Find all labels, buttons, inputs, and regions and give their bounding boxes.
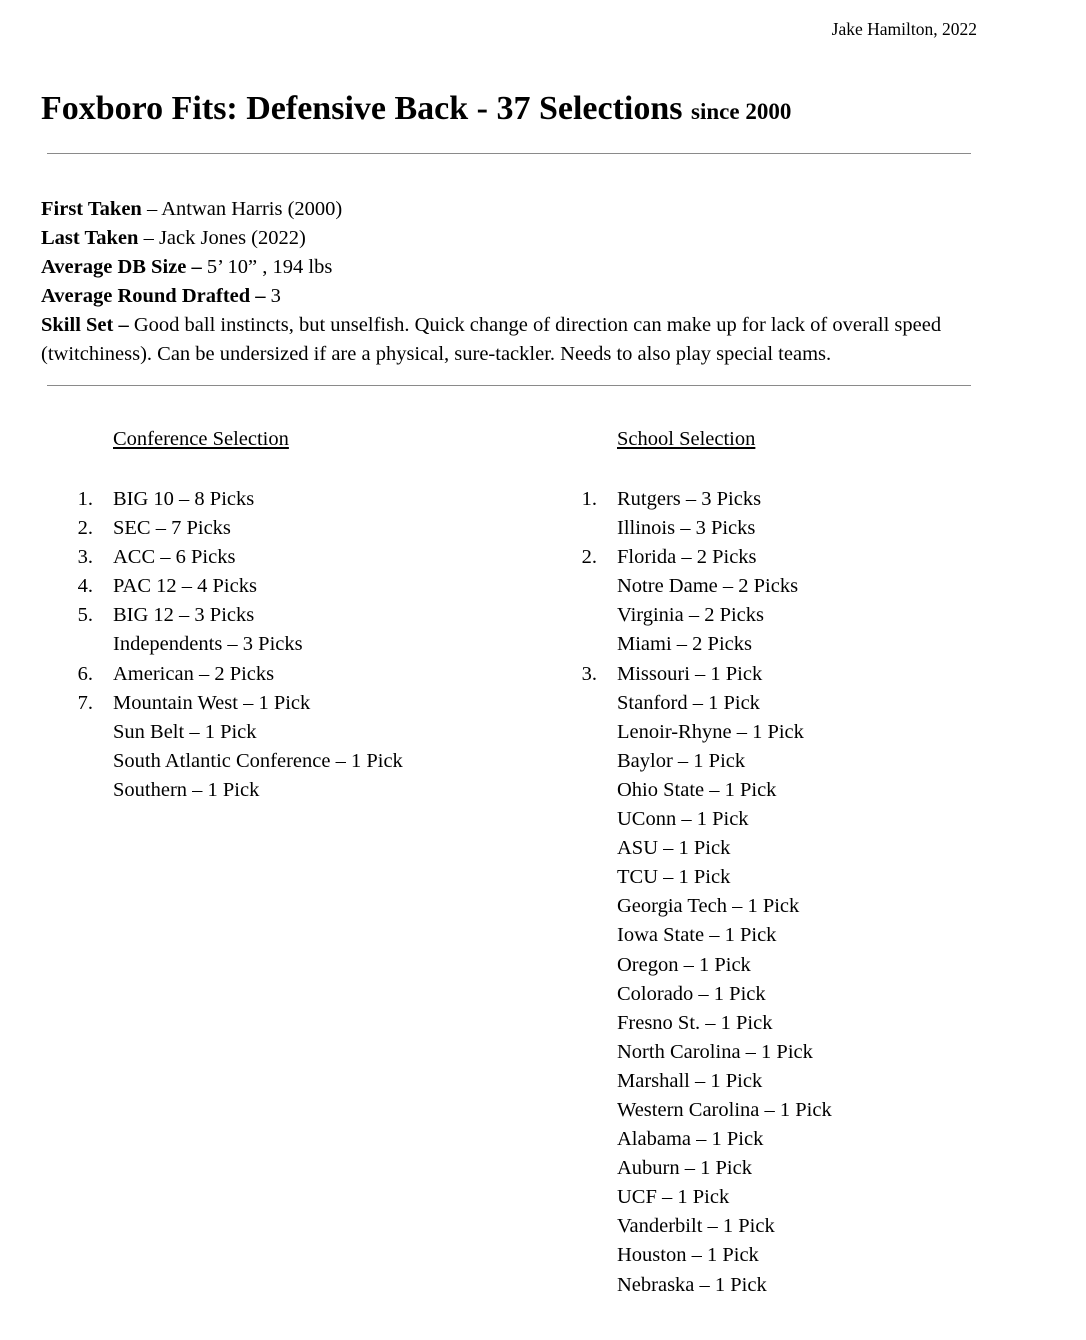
skill-set-row <box>41 311 986 369</box>
school-list-item <box>545 951 832 980</box>
school-list-item <box>545 1067 832 1096</box>
conference-list-item <box>41 543 403 572</box>
conference-list <box>41 485 403 805</box>
school-item-text: Fresno St. – 1 Pick <box>617 1011 773 1034</box>
conference-item-text: American – 2 Picks <box>113 662 275 685</box>
school-list-item <box>545 980 832 1009</box>
last-taken-value: – Jack Jones (2022) <box>138 227 306 249</box>
conference-rank-number: 5. <box>77 604 93 627</box>
school-item-text: Florida – 2 Picks <box>617 546 757 569</box>
conference-rank-number: 2. <box>77 517 93 540</box>
first-taken-value: – Antwan Harris (2000) <box>141 198 343 220</box>
skill-set-value: Good ball instincts, but unselfish. Quick change of direction can make up for lack of overall speed (twitchiness). Can be undersized if are a physical, sure-tackler. Needs to also play special teams. <box>41 314 942 365</box>
school-item-text: Alabama – 1 Pick <box>617 1128 764 1151</box>
school-item-text: Virginia – 2 Picks <box>617 604 765 627</box>
avg-round-row <box>41 282 986 311</box>
school-item-text: UConn – 1 Pick <box>617 808 749 831</box>
conference-item-text: ACC – 6 Picks <box>113 546 236 569</box>
school-item-text: Ohio State – 1 Pick <box>617 778 777 801</box>
conference-rank-number: 3. <box>77 546 93 569</box>
divider-top <box>47 153 971 154</box>
conference-list-item <box>41 514 403 543</box>
conference-heading: Conference Selection <box>113 428 289 450</box>
school-list-item <box>545 863 832 892</box>
school-list-item <box>545 689 832 718</box>
school-list-item <box>545 1212 832 1241</box>
conference-item-text: Independents – 3 Picks <box>113 633 303 656</box>
conference-list-item <box>41 572 403 601</box>
school-item-text: Western Carolina – 1 Pick <box>617 1098 832 1121</box>
school-item-text: Nebraska – 1 Pick <box>617 1273 767 1296</box>
school-list-item <box>545 630 832 659</box>
page-title-main: Foxboro Fits: Defensive Back - 37 Selections <box>41 90 683 127</box>
school-list-item <box>545 1038 832 1067</box>
school-item-text: ASU – 1 Pick <box>617 837 731 860</box>
school-list-item <box>545 1154 832 1183</box>
school-item-text: Notre Dame – 2 Picks <box>617 575 799 598</box>
school-item-text: North Carolina – 1 Pick <box>617 1040 813 1063</box>
first-taken-label: First Taken <box>41 198 142 220</box>
conference-item-text: Mountain West – 1 Pick <box>113 691 311 714</box>
conference-rank-number: 7. <box>77 691 93 714</box>
school-item-text: Baylor – 1 Pick <box>617 749 746 772</box>
school-item-text: Colorado – 1 Pick <box>617 982 766 1005</box>
summary-block <box>41 195 986 369</box>
school-list-item <box>545 543 832 572</box>
school-list-item <box>545 747 832 776</box>
conference-rank-number: 1. <box>77 488 93 510</box>
school-list-item <box>545 1271 832 1300</box>
avg-round-value: 3 <box>265 285 281 307</box>
school-item-text: Oregon – 1 Pick <box>617 953 751 976</box>
conference-list-item <box>41 718 403 747</box>
school-rank-number: 1. <box>581 488 597 510</box>
conference-item-text: SEC – 7 Picks <box>113 517 231 540</box>
school-list-item <box>545 834 832 863</box>
author-byline: Jake Hamilton, 2022 <box>831 19 977 39</box>
school-item-text: Auburn – 1 Pick <box>617 1157 752 1180</box>
conference-list-item <box>41 485 403 514</box>
conference-list-item <box>41 747 403 776</box>
skill-set-label: Skill Set – <box>41 314 129 336</box>
school-item-text: Stanford – 1 Pick <box>617 691 760 714</box>
school-item-text: Missouri – 1 Pick <box>617 662 763 685</box>
last-taken-label: Last Taken <box>41 227 139 249</box>
avg-size-value: 5’ 10” , 194 lbs <box>201 256 333 278</box>
school-list-item <box>545 776 832 805</box>
school-list-item <box>545 1183 832 1212</box>
conference-item-text: South Atlantic Conference – 1 Pick <box>113 749 403 772</box>
page-title-suffix: since 2000 <box>691 99 792 124</box>
school-list-item <box>545 718 832 747</box>
avg-size-label: Average DB Size – <box>41 256 202 278</box>
school-item-text: Houston – 1 Pick <box>617 1244 759 1267</box>
last-taken-row <box>41 224 986 253</box>
avg-round-label: Average Round Drafted – <box>41 285 266 307</box>
conference-item-text: BIG 12 – 3 Picks <box>113 604 255 627</box>
page-title <box>41 90 791 128</box>
school-item-text: Marshall – 1 Pick <box>617 1069 763 1092</box>
avg-size-row <box>41 253 986 282</box>
school-rank-number: 2. <box>581 546 597 569</box>
school-list-item <box>545 601 832 630</box>
school-item-text: Miami – 2 Picks <box>617 633 752 656</box>
school-list-item <box>545 1009 832 1038</box>
conference-item-text: PAC 12 – 4 Picks <box>113 575 257 598</box>
school-item-text: Rutgers – 3 Picks <box>617 488 762 510</box>
school-heading: School Selection <box>617 428 756 450</box>
school-list-item <box>545 660 832 689</box>
conference-item-text: Sun Belt – 1 Pick <box>113 720 257 743</box>
school-item-text: Vanderbilt – 1 Pick <box>617 1215 775 1238</box>
conference-item-text: BIG 10 – 8 Picks <box>113 488 255 510</box>
school-list-item <box>545 1241 832 1270</box>
school-list-item <box>545 485 832 514</box>
conference-list-item <box>41 601 403 630</box>
conference-rank-number: 6. <box>77 662 93 685</box>
school-list <box>545 485 832 1300</box>
school-item-text: UCF – 1 Pick <box>617 1186 730 1209</box>
school-list-item <box>545 892 832 921</box>
school-list-item <box>545 921 832 950</box>
school-item-text: TCU – 1 Pick <box>617 866 731 889</box>
conference-item-text: Southern – 1 Pick <box>113 778 260 801</box>
conference-list-item <box>41 630 403 659</box>
school-item-text: Lenoir-Rhyne – 1 Pick <box>617 720 804 743</box>
school-item-text: Georgia Tech – 1 Pick <box>617 895 800 918</box>
first-taken-row <box>41 195 986 224</box>
divider-bottom <box>47 385 971 386</box>
conference-list-item <box>41 776 403 805</box>
school-rank-number: 3. <box>581 662 597 685</box>
school-list-item <box>545 572 832 601</box>
school-list-item <box>545 1096 832 1125</box>
school-list-item <box>545 1125 832 1154</box>
conference-list-item <box>41 660 403 689</box>
school-item-text: Iowa State – 1 Pick <box>617 924 777 947</box>
conference-list-item <box>41 689 403 718</box>
conference-rank-number: 4. <box>77 575 93 598</box>
school-list-item <box>545 805 832 834</box>
school-item-text: Illinois – 3 Picks <box>617 517 756 540</box>
school-list-item <box>545 514 832 543</box>
